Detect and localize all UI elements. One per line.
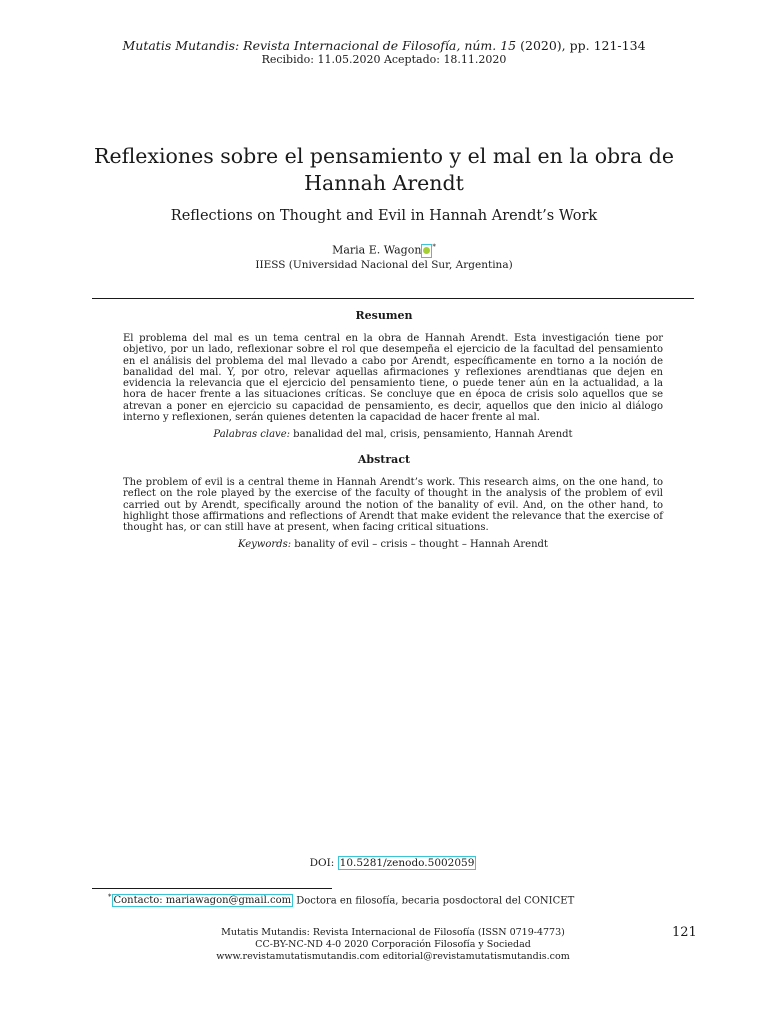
footnote-text: Doctora en filosofía, becaria posdoctoral del CONICET xyxy=(293,895,575,907)
orcid-link[interactable] xyxy=(421,244,432,258)
resumen-heading: Resumen xyxy=(355,309,413,322)
footer-journal-issn: Mutatis Mutandis: Revista Internacional de Filosofía (ISSN 0719-4773) xyxy=(221,927,565,938)
page-number: 121 xyxy=(672,925,697,940)
doi-line xyxy=(0,857,768,870)
abstract-keywords xyxy=(0,539,768,551)
journal-name: Mutatis Mutandis: Revista Internacional de Filosofía, núm. 15 xyxy=(122,38,517,53)
footnote-divider xyxy=(92,888,332,889)
footer-contact: www.revistamutatismutandis.com editorial@revistamutatismutandis.com xyxy=(216,951,570,962)
abstract-body: The problem of evil is a central theme in Hannah Arendt’s work. This research aims, on the one hand, to reflect on the role played by the exercise of the faculty of thought in the analysis of the problem of evil carried out by Arendt, specifically around the notion of the banality of evil. And, on the other hand, to highlight those affirmations and reflections of Arendt that make evident the relevance that the exercise of thought has, or can still have at present, when facing critical situations. xyxy=(123,477,663,534)
received-accepted-dates: Recibido: 11.05.2020 Aceptado: 18.11.2020 xyxy=(261,53,507,66)
header-divider xyxy=(92,298,694,299)
resumen-keywords xyxy=(0,429,768,441)
resumen-keywords-label: Palabras clave: xyxy=(213,429,290,440)
journal-issue-pages: (2020), pp. 121-134 xyxy=(516,38,646,53)
abstract-keywords-label: Keywords: xyxy=(238,539,292,550)
orcid-icon xyxy=(423,247,430,254)
author-footnote-marker[interactable]: * xyxy=(432,243,436,251)
author-footnote xyxy=(108,891,688,907)
footer-license: CC-BY-NC-ND 4-0 2020 Corporación Filosofía y Sociedad xyxy=(255,939,531,950)
paper-title: Reflexiones sobre el pensamiento y el mal en la obra de Hannah Arendt xyxy=(94,144,674,195)
paper-subtitle-english: Reflections on Thought and Evil in Hannah Arendt’s Work xyxy=(170,208,598,224)
journal-citation xyxy=(0,38,768,53)
author-affiliation: IIESS (Universidad Nacional del Sur, Argentina) xyxy=(255,259,513,271)
doi-label: DOI: xyxy=(309,857,338,869)
author-line xyxy=(0,240,768,258)
abstract-heading: Abstract xyxy=(357,453,411,466)
author-name: Maria E. Wagon xyxy=(332,243,422,257)
contact-email-link[interactable]: Contacto: mariawagon@gmail.com xyxy=(113,895,292,907)
abstract-keywords-list: banality of evil – crisis – thought – Hannah Arendt xyxy=(291,539,548,550)
resumen-keywords-list: banalidad del mal, crisis, pensamiento, Hannah Arendt xyxy=(289,429,573,440)
doi-link[interactable]: 10.5281/zenodo.5002059 xyxy=(339,857,475,869)
resumen-body: El problema del mal es un tema central en la obra de Hannah Arendt. Esta investigación tiene por objetivo, por un lado, reflexionar sobre el rol que desempeña el ejercicio de la facultad del pensamiento en el análisis del problema del mal llevado a cabo por Arendt, específicamente en torno a la noción de banalidad del mal. Y, por otro, relevar aquellas afirmaciones y reflexiones arendtianas que dejen en evidencia la relevancia que el ejercicio del pensamiento tiene, o puede tener aún en la actualidad, a la hora de hacer frente a las situaciones críticas. Se concluye que en época de crisis solo aquellos que se atrevan a poner en ejercicio su capacidad de pensamiento, es decir, aquellos que den inicio al diálogo interno y reflexionen, serán quienes detenten la capacidad de hacer frente al mal. xyxy=(123,333,663,424)
footnote-marker: * xyxy=(108,893,112,901)
